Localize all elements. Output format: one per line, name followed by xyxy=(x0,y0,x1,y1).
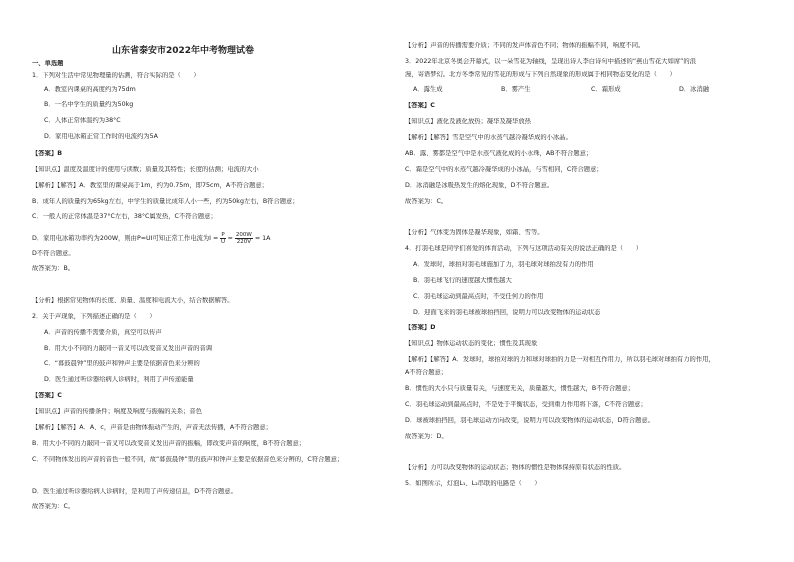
q3-stem-line1: 3．2022年北京冬奥会开幕式，以一朵雪花为轴线，呈现出诗人李白诗句中描述的“燕山雪花大如席”的浪 xyxy=(405,58,697,65)
q1-stem: 1．下列对生活中常见物理量的估测，符合实际的是（ ） xyxy=(32,72,200,79)
q4-explanation-a2: A不符合题意； xyxy=(405,369,448,376)
q4-option-d: D．迎面飞来的羽毛球被球拍挡回，说明力可以改变物体的运动状态 xyxy=(413,309,601,316)
q1-option-c: C．人体正常体温约为38°C xyxy=(44,117,121,124)
fraction-numerator: P xyxy=(221,232,225,238)
q2-explanation-a: 【解析】【解答】A．A、c，声音是由物体振动产生的，声音无法传播，A不符合题意； xyxy=(32,424,272,431)
q2-explanation-b: B．用大小不同的力敲同一音叉可以改变音叉发出声音的振幅，即改变声音的响度，B不符合题意； xyxy=(32,440,306,447)
q3-option-d: D．冰消融 xyxy=(679,86,710,93)
q4-explanation-d: D．球被球拍挡回，羽毛球运动方向改变，说明力可以改变物体的运动状态，D符合题意。 xyxy=(405,417,654,424)
q3-knowledge-point: 【知识点】液化及液化放热；凝华及凝华放热 xyxy=(405,118,531,125)
page-title: 山东省泰安市2022年中考物理试卷 xyxy=(112,46,255,56)
q2-option-b: B．用大小不同的力敲同一音叉可以改变音叉发出声音的音调 xyxy=(44,345,213,352)
q1-analysis: 【分析】根据常见物体的长度、质量、温度和电流大小，结合数据解答。 xyxy=(32,297,234,304)
q3-analysis: 【分析】气体变为固体是凝华现象，如霜、雪等。 xyxy=(405,229,544,236)
q1-final: 故答案为：B。 xyxy=(32,265,75,272)
q1-option-b: B．一名中学生的质量约为50kg xyxy=(44,101,134,108)
q3-option-b: B．雾产生 xyxy=(501,86,531,93)
q1-knowledge-point: 【知识点】温度及温度计的使用与读数；质量及其特性；长度的估测；电流的大小 xyxy=(32,166,259,173)
q4-option-c: C．羽毛球运动到最高点时，不受任何力的作用 xyxy=(413,293,544,300)
q3-option-a: A．露生成 xyxy=(413,86,443,93)
q4-explanation-b: B．惯性的大小只与质量有关，与速度无关，质量越大，惯性越大，B不符合题意； xyxy=(405,385,635,392)
q4-knowledge-point: 【知识点】物体运动状态的变化；惯性及其现象 xyxy=(405,340,538,347)
q1-explanation-d2: D不符合题意。 xyxy=(32,250,75,257)
q4-explanation-a: 【解析】【解答】A．发球时，球拍对球的力和球对球拍的力是一对相互作用力，所以羽毛球对球拍有力的作用， xyxy=(405,356,715,363)
q2-explanation-d: D．医生通过听诊器给病人诊病时，是利用了声传递信息，D不符合题意。 xyxy=(32,488,237,495)
fraction-denominator-value: 220V xyxy=(236,239,252,245)
q1-option-d: D．家用电冰箱正常工作时的电流约为5A xyxy=(44,133,158,140)
q2-final: 故答案为：C。 xyxy=(32,503,75,510)
equals-sign: = xyxy=(227,234,233,242)
fraction-numerator-value: 200W xyxy=(235,232,252,238)
q2-answer: 【答案】C xyxy=(32,392,62,399)
q2-option-d: D．医生通过听诊器给病人诊病时，利用了声传递能量 xyxy=(44,376,194,383)
q2-option-a: A．声音的传播不需要介质，真空可以传声 xyxy=(44,329,162,336)
q1-explanation-c: C．一般人的正常体温是37°C左右，38°C属发热，C不符合题意； xyxy=(32,213,217,220)
q2-knowledge-point: 【知识点】声音的传播条件；响度及响度与振幅的关系；音色 xyxy=(32,408,203,415)
q1-answer: 【答案】B xyxy=(32,150,62,157)
q3-explanation-a: 【解析】【解答】雪是空气中的水蒸气越冷凝华成的小冰晶。 xyxy=(405,134,572,141)
approx-result: ≈ 1A xyxy=(254,234,271,242)
q3-final: 故答案为：C。 xyxy=(405,198,448,205)
q3-explanation-b: AB．露、雾都是空气中是水蒸气液化成的小水珠，AB不符合题意； xyxy=(405,150,593,157)
q1-explanation-a: 【解析】【解答】A．教室里的课桌高于1m，约为0.75m，即75cm，A不符合题意； xyxy=(32,182,268,189)
q4-stem: 4．打羽毛球是同学们喜爱的体育活动，下列与这项活动有关的说法正确的是（ ） xyxy=(405,245,642,252)
q4-answer: 【答案】D xyxy=(405,324,436,331)
q4-option-a: A．发球时，球拍对羽毛球施加了力，羽毛球对球拍没有力的作用 xyxy=(413,261,594,268)
q3-option-c: C．霜形成 xyxy=(591,86,621,93)
fraction-p-over-u xyxy=(220,232,225,245)
q1-option-a: A．教室内课桌的高度约为75dm xyxy=(44,86,136,93)
q1-explanation-b: B．成年人的质量约为65kg左右，中学生的质量比成年人小一些，约为50kg左右，B符合题意； xyxy=(32,198,299,205)
q4-explanation-c: C．羽毛球运动到最高点时，不是处于平衡状态，受到重力作用将下落，C不符合题意； xyxy=(405,401,647,408)
q1-explanation-d-text: D．家用电冰箱功率约为200W，则由P=UI可知正常工作电流为I = xyxy=(32,234,219,242)
q4-option-b: B．羽毛球飞行的速度越大惯性越大 xyxy=(413,277,512,284)
q4-analysis: 【分析】力可以改变物体的运动状态；物体的惯性是物体保持原有状态的性质。 xyxy=(405,464,626,471)
q3-stem-line2: 漫，寄语梦幻。北方冬季常见的雪花的形成与下列自然现象的形成属于相同物态变化的是（ ） xyxy=(405,71,676,78)
q2-option-c: C．“暮鼓晨钟”里的鼓声和钟声主要是依据音色来分辨的 xyxy=(44,360,200,367)
q5-stem: 5．如图所示，灯泡L₁、L₂串联的电路是（ ） xyxy=(405,480,541,487)
q3-explanation-d: D．冰消融是冰吸热发生的熔化现象，D不符合题意。 xyxy=(405,182,554,189)
q3-answer: 【答案】C xyxy=(405,102,435,109)
q2-stem: 2．关于声现象，下列描述正确的是（ ） xyxy=(32,313,156,320)
q4-final: 故答案为：D。 xyxy=(405,433,448,440)
fraction-200w-over-220v xyxy=(235,232,253,245)
q3-explanation-c: C．霜是空气中的水蒸气越冷凝华成的小冰晶，与雪相同，C符合题意； xyxy=(405,166,603,173)
q1-explanation-d xyxy=(32,232,270,245)
fraction-denominator: U xyxy=(220,239,225,245)
q2-explanation-c: C．不同物体发出的声音的音色一般不同，故“暮鼓晨钟”里的鼓声和钟声主要是依据音色来分辨的，C符合题意； xyxy=(32,456,344,463)
section-heading: 一、单选题 xyxy=(32,60,64,67)
q2-analysis: 【分析】声音的传播需要介质；不同的发声体音色不同；物体的振幅不同，响度不同。 xyxy=(405,42,645,49)
